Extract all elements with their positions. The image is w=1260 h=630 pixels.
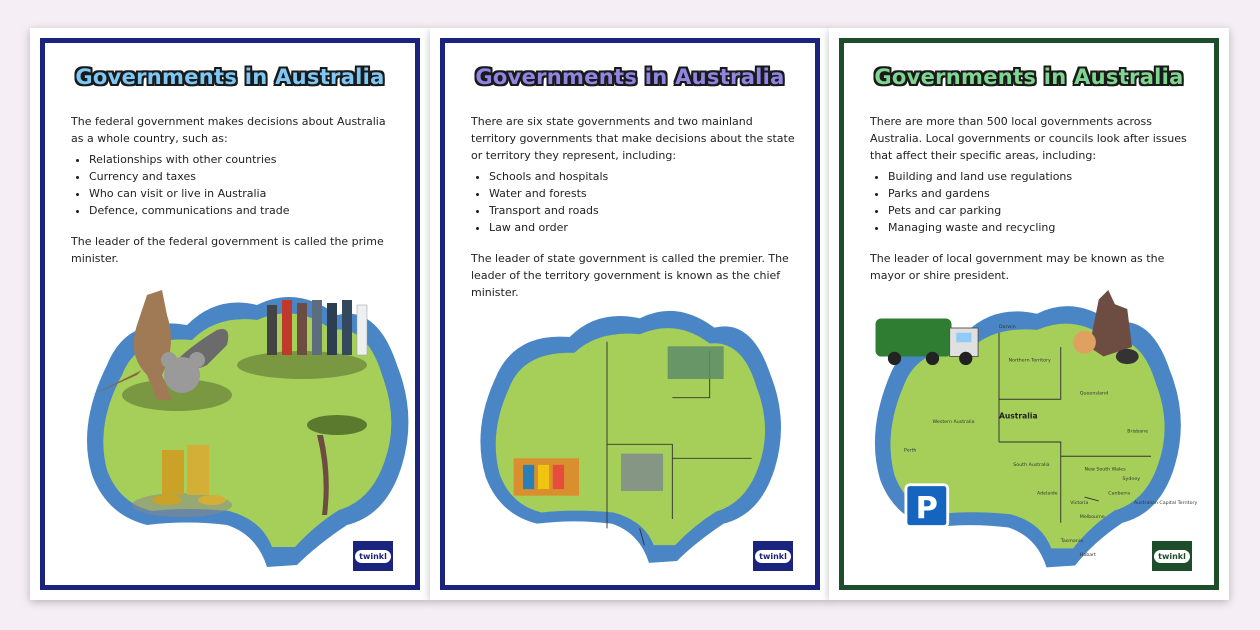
map-label-australia: Australia: [999, 411, 1038, 421]
poster-frame: [440, 38, 820, 590]
twinkl-logo-icon: [753, 541, 793, 571]
list-item: • Parks and gardens: [888, 185, 1194, 202]
poster-title: Governments in Australia: [475, 65, 785, 89]
map-label-qld: Queensland: [1079, 391, 1109, 397]
map-label-sydney: Sydney: [1122, 477, 1141, 482]
list-item: • Currency and taxes: [89, 168, 395, 185]
poster-leader: The leader of the federal government is called the prime minister.: [71, 235, 384, 265]
poster-leader: The leader of state government is called the premier. The leader of the territory government is known as the chief minister.: [471, 252, 789, 299]
list-item: • Water and forests: [489, 185, 795, 202]
parking-sign-letter: P: [915, 491, 938, 526]
australia-map-icon: [467, 295, 803, 575]
map-label-sa: South Australia: [1013, 462, 1050, 468]
list-item: • Who can visit or live in Australia: [89, 185, 395, 202]
australia-map-icon: [67, 275, 427, 575]
map-label-wa: Western Australia: [932, 420, 975, 425]
twinkl-logo-icon: [353, 541, 393, 571]
logo-text: twinkl: [355, 550, 391, 563]
poster-intro: There are six state governments and two mainland territory governments that make decisions about the state or territory they represent, including:: [471, 115, 795, 162]
logo-text: twinkl: [755, 550, 791, 563]
logo-text: twinkl: [1154, 550, 1190, 563]
poster-local: [829, 28, 1229, 600]
map-label-nt: Northern Territory: [1008, 358, 1051, 364]
poster-list: [71, 151, 395, 219]
poster-list: [870, 168, 1194, 236]
map-label-nsw: New South Wales: [1084, 467, 1126, 473]
map-label-darwin: Darwin: [999, 325, 1016, 330]
list-item: • Transport and roads: [489, 202, 795, 219]
list-item: • Relationships with other countries: [89, 151, 395, 168]
map-label-tas: Tasmania: [1060, 538, 1084, 544]
map-label-hobart: Hobart: [1079, 553, 1096, 558]
map-label-melbourne: Melbourne: [1079, 515, 1105, 520]
map-label-adelaide: Adelaide: [1037, 491, 1058, 497]
poster-title: Governments in Australia: [75, 65, 385, 89]
poster-frame: [839, 38, 1219, 590]
list-item: • Defence, communications and trade: [89, 202, 395, 219]
poster-title: Governments in Australia: [874, 65, 1184, 89]
poster-frame: [40, 38, 420, 590]
map-label-canberra: Canberra: [1108, 491, 1131, 497]
list-item: • Managing waste and recycling: [888, 219, 1194, 236]
poster-body: [471, 113, 795, 301]
list-item: • Law and order: [489, 219, 795, 236]
map-label-vic: Victoria: [1070, 500, 1089, 506]
poster-intro: The federal government makes decisions about Australia as a whole country, such as:: [71, 115, 386, 145]
list-item: • Building and land use regulations: [888, 168, 1194, 185]
garbage-truck-icon: [876, 319, 979, 366]
australia-map-icon: [866, 290, 1208, 575]
list-item: • Pets and car parking: [888, 202, 1194, 219]
parking-sign-icon: [906, 485, 948, 527]
poster-list: [471, 168, 795, 236]
poster-leader: The leader of local government may be known as the mayor or shire president.: [870, 252, 1165, 282]
map-label-perth: Perth: [904, 448, 917, 454]
map-label-brisbane: Brisbane: [1127, 429, 1149, 435]
poster-body: [870, 113, 1194, 284]
poster-state: [430, 28, 830, 600]
poster-federal: [30, 28, 430, 600]
map-label-act: Australian Capital Territory: [1133, 500, 1198, 506]
poster-intro: There are more than 500 local governments across Australia. Local governments or councils look after issues that affect their specific areas, including:: [870, 115, 1187, 162]
twinkl-logo-icon: [1152, 541, 1192, 571]
list-item: • Schools and hospitals: [489, 168, 795, 185]
poster-body: [71, 113, 395, 267]
